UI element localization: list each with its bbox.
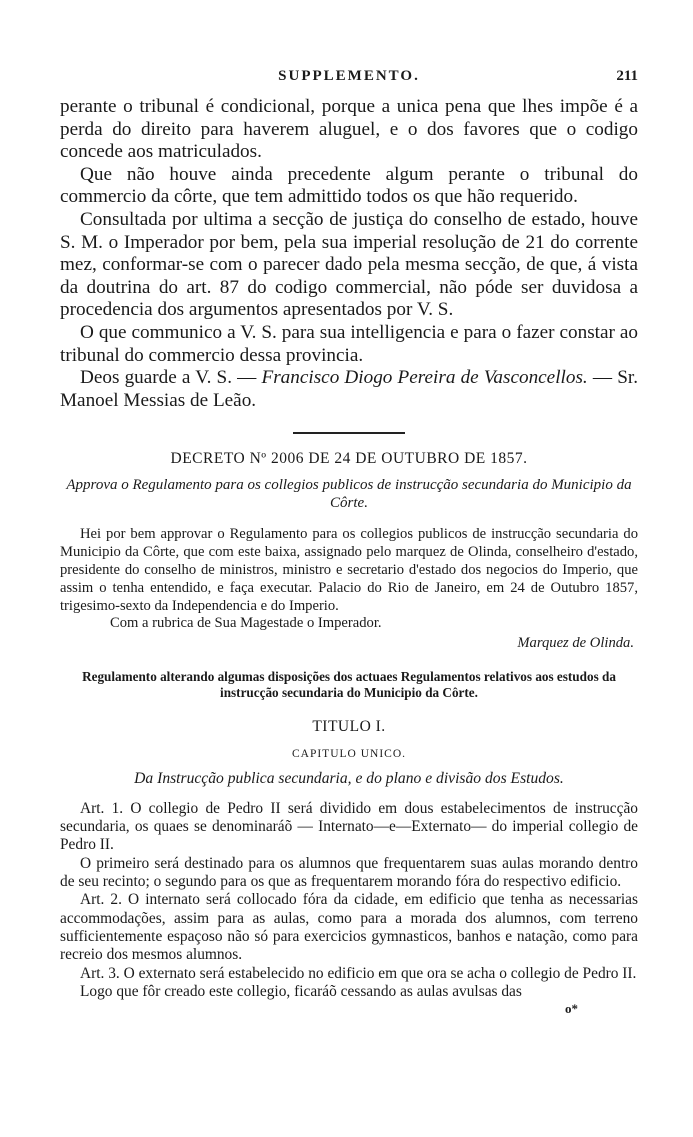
regulation-title: Regulamento alterando algumas disposições dos actuaes Regulamentos relativos aos estudos da instrucção secundaria do Municipio da Côrte. (82, 668, 616, 701)
running-head: SUPPLEMENTO. (278, 68, 420, 84)
letter-paragraph: perante o tribunal é condicional, porque a unica pena que lhes impõe é a perda do direito para haverem aluguel, e o dos favores que o codigo concede aos matriculados. (60, 96, 638, 163)
letter-paragraph: Consultada por ultima a secção de justiça do conselho de estado, houve S. M. o Imperador por bem, pela sua imperial resolução de 21 do corrente mez, conformar-se com o parecer dado pela mesma secção, de que, á vista da doutrina do art. 87 do codigo commercial, não póde ser duvidosa a procedencia dos argumentos apresentados por V. S. (60, 208, 638, 321)
page-header (60, 68, 638, 96)
letter-paragraph: O que communico a V. S. para sua intelligencia e para o fazer constar ao tribunal do commercio dessa provincia. (60, 321, 638, 366)
decree-rubric: Com a rubrica de Sua Magestade o Imperador. (110, 615, 382, 632)
capitulo-heading: CAPITULO UNICO. (291, 747, 407, 760)
closing-prefix: Deos guarde a V. S. — (80, 367, 257, 389)
article-paragraph: Art. 2. O internato será collocado fóra da cidade, em edificio que tenha as necessarias accommodações, assim para as aulas, como para a morada dos alumnos, com terreno sufficientemente espaçoso não só para exercicios gymnasticos, banhos e natação, como para recreio dos mesmos alumnos. (60, 891, 638, 964)
decree-section (60, 450, 638, 653)
article-paragraph: Art. 1. O collegio de Pedro II será dividido em dous estabelecimentos de instrucção secundaria, os quaes se denominaráõ — Internato—e—Externato— do imperial collegio de Pedro II. (60, 799, 638, 854)
titulo-heading: TITULO I. (312, 717, 386, 735)
signature-mark: o* (565, 1001, 578, 1017)
letter-section (60, 96, 638, 412)
regulation-section (60, 669, 638, 1017)
decree-subtitle: Approva o Regulamento para os collegios publicos de instrucção secundaria do Municipio da Côrte. (66, 477, 632, 512)
closing-suffix: — Sr. Manoel Messias de Leão. (60, 367, 638, 411)
chapter-subtitle: Da Instrucção publica secundaria, e do plano e divisão dos Estudos. (134, 769, 564, 787)
article-paragraph: Logo que fôr creado este collegio, ficaráõ cessando as aulas avulsas das (80, 982, 522, 1000)
decree-text: Hei por bem approvar o Regulamento para os collegios publicos de instrucção secundaria do Municipio da Côrte, que com este baixa, assignado pelo marquez de Olinda, conselheiro d'estado, presidente do conselho de ministros, ministro e secretario d'estado dos negocios do Imperio, que assim o tenha entendido, e faça executar. Palacio do Rio de Janeiro, em 24 de Outubro 1857, trigesimo-sexto da Independencia e do Imperio. (60, 526, 638, 614)
page-number: 211 (616, 68, 638, 84)
letter-closing (60, 367, 638, 412)
article-paragraph: Art. 3. O externato será estabelecido no edificio em que ora se acha o collegio de Pedro II. (80, 964, 637, 982)
decree-title: DECRETO Nº 2006 DE 24 DE OUTUBRO DE 1857. (170, 450, 528, 468)
section-divider (293, 432, 405, 434)
letter-paragraph: Que não houve ainda precedente algum perante o tribunal do commercio da côrte, que tem admittido todos os que hão requerido. (60, 163, 638, 208)
article-paragraph: O primeiro será destinado para os alumnos que frequentarem suas aulas morando dentro de seu recinto; o segundo para os que as frequentarem morando fóra do respectivo edificio. (60, 854, 638, 891)
closing-signatory: Francisco Diogo Pereira de Vasconcellos. (261, 367, 588, 389)
decree-signature: Marquez de Olinda. (517, 635, 634, 652)
document-page (60, 68, 638, 1017)
